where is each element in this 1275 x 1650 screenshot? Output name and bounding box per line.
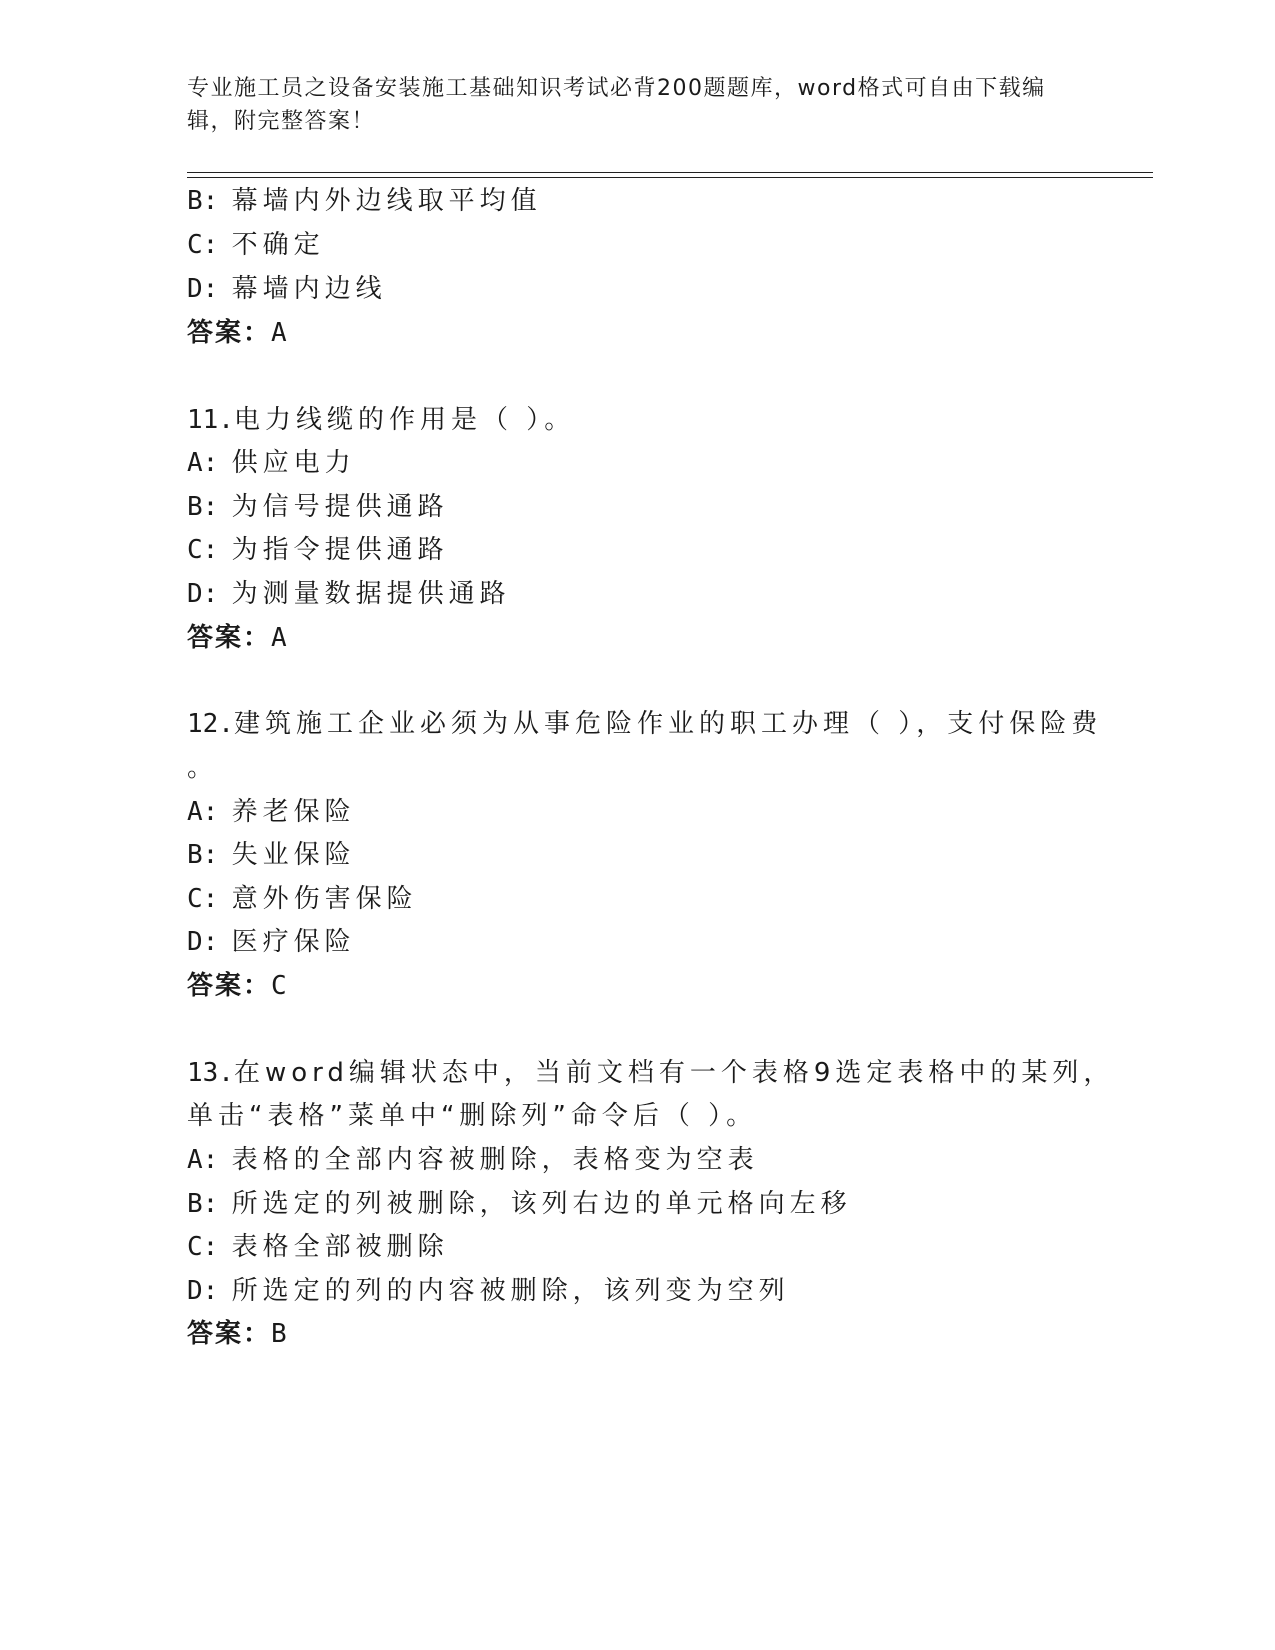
option-row bbox=[187, 443, 356, 483]
option-row bbox=[187, 835, 356, 875]
option-row bbox=[187, 1271, 790, 1311]
answer-row bbox=[187, 966, 289, 1006]
answer-label: 答案： bbox=[187, 318, 272, 348]
answer-label: 答案： bbox=[187, 623, 272, 653]
option-text: 所选定的列的内容被删除，该列变为空列 bbox=[231, 1276, 790, 1306]
option-text: 不确定 bbox=[231, 230, 325, 260]
option-row bbox=[187, 269, 387, 309]
header-rule-top bbox=[187, 172, 1153, 173]
option-label: C: bbox=[187, 1232, 219, 1262]
option-text: 所选定的列被删除，该列右边的单元格向左移 bbox=[231, 1189, 852, 1219]
option-row bbox=[187, 574, 511, 614]
document-header: 专业施工员之设备安装施工基础知识考试必背200题题库，word格式可自由下载编辑，附完整答案！ bbox=[187, 76, 1046, 134]
option-text: 表格全部被删除 bbox=[231, 1232, 449, 1262]
option-text: 医疗保险 bbox=[231, 927, 356, 957]
option-label: C: bbox=[187, 884, 219, 914]
option-row bbox=[187, 487, 449, 527]
question-number: 11. bbox=[187, 405, 234, 435]
question-text: 在word编辑状态中，当前文档有一个表格9选定表格中的某列， bbox=[233, 1058, 1115, 1088]
option-row bbox=[187, 879, 418, 919]
answer-label: 答案： bbox=[187, 971, 272, 1001]
answer-row bbox=[187, 618, 289, 658]
option-label: A: bbox=[187, 797, 219, 827]
option-label: D: bbox=[187, 1276, 219, 1306]
option-text: 意外伤害保险 bbox=[231, 884, 418, 914]
answer-row bbox=[187, 313, 289, 353]
question-stem bbox=[187, 1053, 1114, 1093]
option-label: C: bbox=[187, 230, 219, 260]
question-number: 12. bbox=[187, 709, 234, 739]
option-text: 幕墙内边线 bbox=[231, 274, 387, 304]
option-row bbox=[187, 1227, 449, 1267]
option-label: D: bbox=[187, 927, 219, 957]
option-text: 供应电力 bbox=[231, 448, 356, 478]
question-stem-continued: 单击“表格”菜单中“删除列”命令后（ ）。 bbox=[187, 1101, 758, 1131]
option-row bbox=[187, 1140, 759, 1180]
option-label: B: bbox=[187, 1189, 219, 1219]
option-row bbox=[187, 530, 449, 570]
option-label: A: bbox=[187, 1145, 219, 1175]
option-label: B: bbox=[187, 840, 219, 870]
question-stem-continued: 。 bbox=[187, 753, 219, 783]
option-text: 失业保险 bbox=[231, 840, 356, 870]
header-rule-bottom bbox=[187, 177, 1153, 178]
option-text: 表格的全部内容被删除，表格变为空表 bbox=[231, 1145, 759, 1175]
option-row bbox=[187, 1184, 852, 1224]
option-text: 为信号提供通路 bbox=[231, 492, 449, 522]
option-row bbox=[187, 225, 325, 265]
answer-value: B bbox=[271, 1319, 289, 1349]
answer-value: C bbox=[271, 971, 289, 1001]
option-row bbox=[187, 792, 356, 832]
answer-label: 答案： bbox=[187, 1319, 272, 1349]
question-stem bbox=[187, 704, 1102, 744]
option-label: A: bbox=[187, 448, 219, 478]
option-label: C: bbox=[187, 535, 219, 565]
question-text: 电力线缆的作用是（ ）。 bbox=[233, 405, 576, 435]
option-label: D: bbox=[187, 274, 219, 304]
answer-value: A bbox=[271, 623, 289, 653]
option-text: 为测量数据提供通路 bbox=[231, 579, 511, 609]
option-label: B: bbox=[187, 492, 219, 522]
option-row bbox=[187, 181, 542, 221]
question-stem bbox=[187, 400, 575, 440]
option-text: 养老保险 bbox=[231, 797, 356, 827]
option-text: 幕墙内外边线取平均值 bbox=[231, 186, 542, 216]
answer-value: A bbox=[271, 318, 289, 348]
answer-row bbox=[187, 1314, 289, 1354]
option-label: D: bbox=[187, 579, 219, 609]
option-label: B: bbox=[187, 186, 219, 216]
question-number: 13. bbox=[187, 1058, 234, 1088]
question-text: 建筑施工企业必须为从事危险作业的职工办理（ ），支付保险费 bbox=[233, 709, 1103, 739]
option-row bbox=[187, 922, 356, 962]
option-text: 为指令提供通路 bbox=[231, 535, 449, 565]
